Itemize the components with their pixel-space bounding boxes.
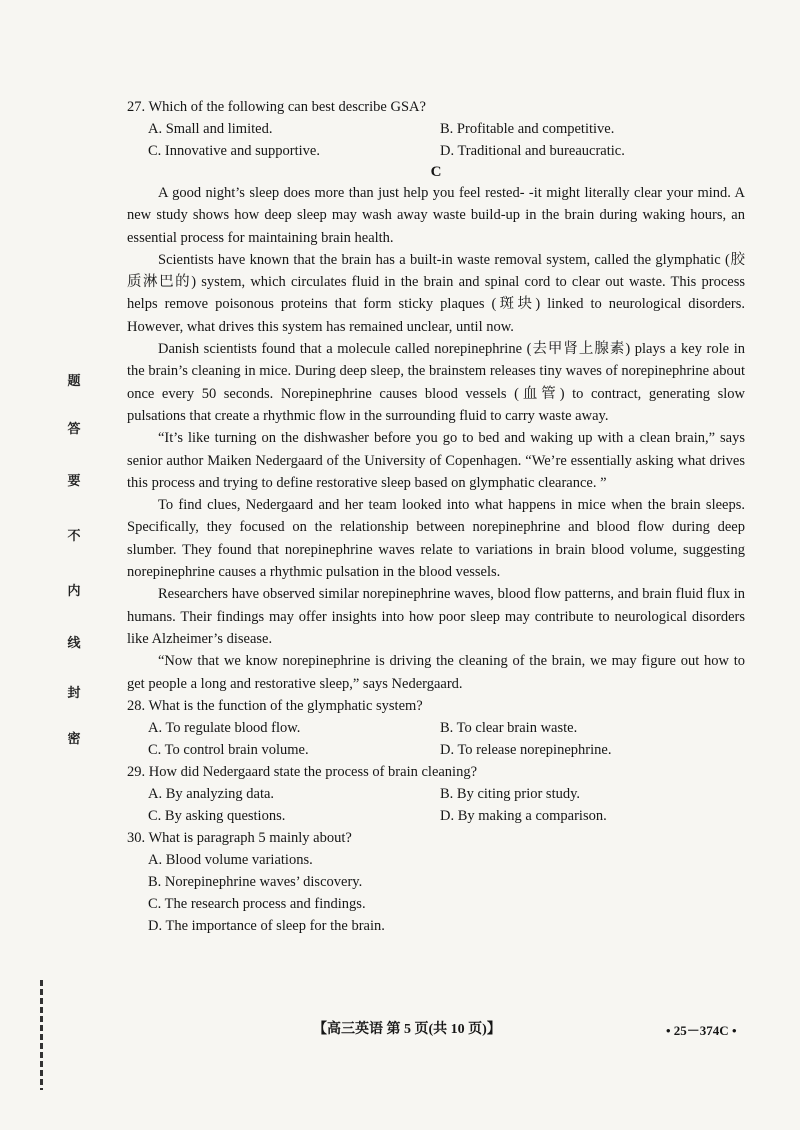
- seal-char: 题: [67, 373, 81, 388]
- option-b: B. By citing prior study.: [440, 785, 581, 802]
- seal-char: 内: [67, 583, 81, 598]
- seal-char: 线: [67, 635, 81, 650]
- question-stem: 30. What is paragraph 5 mainly about?: [127, 829, 352, 846]
- seal-char: 不: [67, 528, 81, 543]
- paragraph: Researchers have observed similar norepinephrine waves, blood flow patterns, and brain fluid flux in humans. Their findings may offer insights into how poor sleep may contribute to neurological disorders like Alzheimer’s disease.: [127, 586, 745, 647]
- passage: [127, 182, 745, 695]
- question-30: [127, 827, 745, 937]
- option-c: C. By asking questions.: [148, 807, 286, 824]
- option-d: D. To release norepinephrine.: [440, 741, 612, 758]
- question-stem: 27. Which of the following can best describe GSA?: [127, 99, 426, 115]
- option-c: C. The research process and findings.: [148, 895, 366, 912]
- option-b: B. Profitable and competitive.: [440, 121, 615, 137]
- option-c: C. To control brain volume.: [148, 741, 309, 758]
- question-29: [127, 761, 745, 827]
- paragraph: A good night’s sleep does more than just help you feel rested- -it might literally clear your mind. A new study shows how deep sleep may wash away waste build-up in the brain during waking hours, an essential process for maintaining brain health.: [127, 185, 745, 246]
- page-number-label: 【高三英语 第 5 页(共 10 页)】: [313, 1022, 501, 1037]
- option-a: A. Blood volume variations.: [148, 851, 313, 868]
- main-content: [127, 96, 745, 937]
- seal-char: 答: [67, 421, 81, 436]
- option-a: A. By analyzing data.: [148, 785, 275, 802]
- seal-line-margin: [62, 370, 86, 770]
- question-27: [127, 96, 745, 162]
- paragraph: Scientists have known that the brain has a built-in waste removal system, called the glymphatic (胶质淋巴的) system, which circulates fluid in the brain and spinal cord to clear out waste. This process helps remove poisonous proteins that form sticky plaques (斑块) linked to neurological disorders. However, what drives this system has remained unclear, until now.: [127, 251, 745, 335]
- seal-char: 要: [67, 473, 81, 488]
- answer-options: [127, 717, 745, 761]
- paragraph: “It’s like turning on the dishwasher before you go to bed and waking up with a clean brain,” says senior author Maiken Nedergaard of the University of Copenhagen. “We’re essentially asking what drives this process and trying to define restorative sleep based on glymphatic clearance. ”: [127, 430, 745, 491]
- question-stem: 28. What is the function of the glymphatic system?: [127, 697, 423, 714]
- answer-options: [127, 118, 745, 162]
- seal-char: 封: [67, 685, 81, 700]
- exam-code: • 25－374C •: [666, 1023, 737, 1038]
- paragraph: Danish scientists found that a molecule called norepinephrine (去甲肾上腺素) plays a key role in the brain’s cleaning in mice. During deep sleep, the brainstem releases tiny waves of norepinephrine about once every 50 seconds. Norepinephrine causes blood vessels (血管) to contract, generating slow pulsations that create a rhythmic flow in the surrounding fluid to carry waste away.: [127, 341, 745, 424]
- answer-options: [127, 849, 745, 937]
- option-b: B. Norepinephrine waves’ discovery.: [148, 873, 363, 890]
- paragraph: “Now that we know norepinephrine is driving the cleaning of the brain, we may figure out how to get people a long and restorative sleep,” says Nedergaard.: [127, 653, 745, 692]
- seal-char: 密: [67, 731, 81, 746]
- option-a: A. To regulate blood flow.: [148, 719, 301, 736]
- option-d: D. Traditional and bureaucratic.: [440, 143, 625, 159]
- answer-options: [127, 783, 745, 827]
- option-b: B. To clear brain waste.: [440, 719, 578, 736]
- option-a: A. Small and limited.: [148, 121, 273, 137]
- question-28: [127, 695, 745, 761]
- page-footer: [0, 1018, 800, 1040]
- section-heading: C: [430, 164, 442, 180]
- option-c: C. Innovative and supportive.: [148, 143, 320, 159]
- question-stem: 29. How did Nedergaard state the process of brain cleaning?: [127, 763, 478, 780]
- option-d: D. The importance of sleep for the brain.: [148, 917, 385, 934]
- paragraph: To find clues, Nedergaard and her team looked into what happens in mice when the brain sleeps. Specifically, they focused on the relationship between norepinephrine and blood flow during deep slumber. They found that norepinephrine waves relate to variations in brain blood volume, suggesting norepinephrine causes a rhythmic pulsation in the blood vessels.: [127, 497, 745, 581]
- option-d: D. By making a comparison.: [440, 807, 607, 824]
